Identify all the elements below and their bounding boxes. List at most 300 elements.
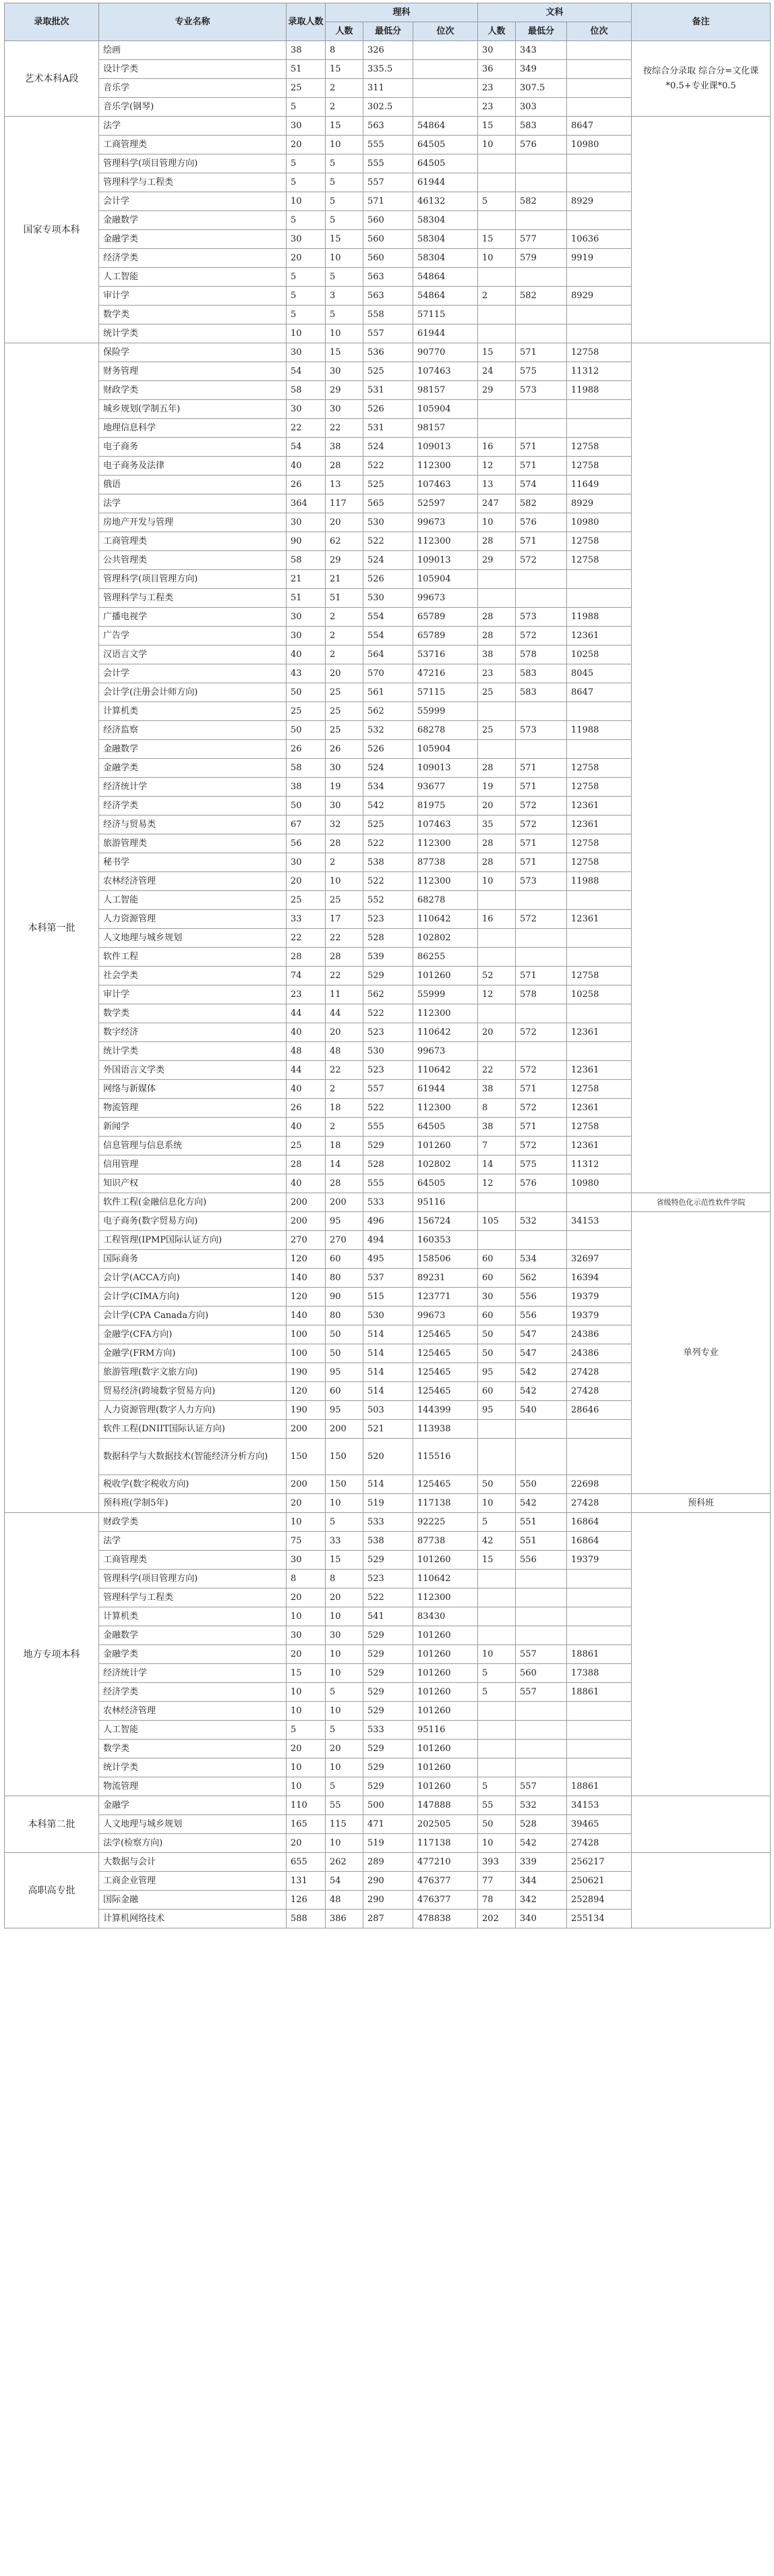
arts-rank xyxy=(567,1702,632,1721)
arts-count: 7 xyxy=(478,1137,516,1155)
science-count: 386 xyxy=(326,1910,363,1928)
header-batch: 录取批次 xyxy=(5,3,99,41)
admitted-count: 30 xyxy=(287,513,326,532)
arts-count: 60 xyxy=(478,1307,516,1325)
major-name: 工商企业管理 xyxy=(99,1872,287,1891)
arts-min-score: 572 xyxy=(516,1023,567,1042)
admitted-count: 140 xyxy=(287,1269,326,1288)
science-min-score: 554 xyxy=(363,627,413,646)
header-science-min: 最低分 xyxy=(363,22,413,41)
arts-count: 55 xyxy=(478,1796,516,1815)
science-min-score: 514 xyxy=(363,1363,413,1382)
science-rank: 112300 xyxy=(413,1099,478,1118)
admitted-count: 200 xyxy=(287,1475,326,1494)
admitted-count: 10 xyxy=(287,1777,326,1796)
arts-min-score: 557 xyxy=(516,1683,567,1702)
arts-rank: 12361 xyxy=(567,910,632,929)
science-min-score: 528 xyxy=(363,929,413,948)
arts-rank xyxy=(567,1607,632,1626)
science-rank: 55999 xyxy=(413,985,478,1004)
science-min-score: 557 xyxy=(363,1080,413,1099)
science-count: 5 xyxy=(326,268,363,287)
science-count: 80 xyxy=(326,1269,363,1288)
arts-rank xyxy=(567,60,632,79)
major-name: 金融学(CFA方向) xyxy=(99,1325,287,1344)
admitted-count: 25 xyxy=(287,702,326,721)
science-min-score: 514 xyxy=(363,1325,413,1344)
arts-min-score: 572 xyxy=(516,910,567,929)
science-rank: 110642 xyxy=(413,1570,478,1588)
science-rank: 99673 xyxy=(413,1042,478,1061)
arts-min-score: 576 xyxy=(516,136,567,154)
major-name: 统计学类 xyxy=(99,1042,287,1061)
admitted-count: 33 xyxy=(287,910,326,929)
major-name: 软件工程 xyxy=(99,948,287,967)
major-name: 管理科学(项目管理方向) xyxy=(99,1570,287,1588)
science-rank: 112300 xyxy=(413,1588,478,1607)
science-rank: 112300 xyxy=(413,532,478,551)
science-min-score: 531 xyxy=(363,419,413,438)
arts-rank xyxy=(567,1231,632,1250)
arts-count xyxy=(478,268,516,287)
science-rank: 478838 xyxy=(413,1910,478,1928)
major-name: 管理科学与工程类 xyxy=(99,173,287,192)
arts-count xyxy=(478,948,516,967)
science-count: 30 xyxy=(326,400,363,419)
science-min-score: 500 xyxy=(363,1796,413,1815)
arts-rank: 8647 xyxy=(567,117,632,136)
science-min-score: 529 xyxy=(363,1777,413,1796)
arts-min-score: 572 xyxy=(516,1099,567,1118)
table-row xyxy=(5,343,771,362)
science-count: 51 xyxy=(326,589,363,608)
major-name: 金融学类 xyxy=(99,759,287,778)
science-min-score: 560 xyxy=(363,230,413,249)
science-count: 2 xyxy=(326,1118,363,1137)
admitted-count: 20 xyxy=(287,1740,326,1758)
major-name: 财政学类 xyxy=(99,381,287,400)
science-rank: 144399 xyxy=(413,1401,478,1420)
arts-min-score: 343 xyxy=(516,41,567,60)
science-rank: 92225 xyxy=(413,1513,478,1532)
arts-rank: 12758 xyxy=(567,457,632,476)
major-name: 人文地理与城乡规划 xyxy=(99,929,287,948)
science-count: 5 xyxy=(326,306,363,324)
major-name: 城乡规划(学制五年) xyxy=(99,400,287,419)
arts-rank xyxy=(567,740,632,759)
science-count: 10 xyxy=(326,1758,363,1777)
admitted-count: 58 xyxy=(287,381,326,400)
arts-rank: 16864 xyxy=(567,1532,632,1551)
arts-min-score: 571 xyxy=(516,1118,567,1137)
arts-min-score: 562 xyxy=(516,1269,567,1288)
admitted-count: 20 xyxy=(287,136,326,154)
arts-count: 23 xyxy=(478,664,516,683)
science-count: 28 xyxy=(326,1174,363,1193)
science-min-score: 522 xyxy=(363,1004,413,1023)
arts-count: 52 xyxy=(478,967,516,985)
major-name: 信息管理与信息系统 xyxy=(99,1137,287,1155)
science-min-score: 311 xyxy=(363,79,413,98)
arts-rank: 12758 xyxy=(567,438,632,457)
science-min-score: 555 xyxy=(363,1118,413,1137)
admitted-count: 120 xyxy=(287,1250,326,1269)
arts-min-score: 349 xyxy=(516,60,567,79)
major-name: 国际金融 xyxy=(99,1891,287,1910)
admitted-count: 26 xyxy=(287,476,326,494)
admitted-count: 30 xyxy=(287,1551,326,1570)
science-rank: 101260 xyxy=(413,1626,478,1645)
admitted-count: 54 xyxy=(287,438,326,457)
admitted-count: 30 xyxy=(287,343,326,362)
science-count: 28 xyxy=(326,457,363,476)
arts-count xyxy=(478,324,516,343)
science-min-score: 530 xyxy=(363,589,413,608)
arts-count xyxy=(478,1420,516,1439)
arts-min-score: 579 xyxy=(516,249,567,268)
arts-min-score: 532 xyxy=(516,1212,567,1231)
science-count: 30 xyxy=(326,362,363,381)
major-name: 会计学 xyxy=(99,192,287,211)
major-name: 法学 xyxy=(99,1532,287,1551)
science-rank: 105904 xyxy=(413,400,478,419)
science-count: 5 xyxy=(326,211,363,230)
arts-count: 12 xyxy=(478,985,516,1004)
science-count: 48 xyxy=(326,1042,363,1061)
arts-count: 38 xyxy=(478,1118,516,1137)
science-rank: 102802 xyxy=(413,929,478,948)
arts-count: 35 xyxy=(478,815,516,834)
major-name: 汉语言文学 xyxy=(99,646,287,664)
arts-count xyxy=(478,1740,516,1758)
arts-rank: 9919 xyxy=(567,249,632,268)
arts-count xyxy=(478,173,516,192)
batch-name: 地方专项本科 xyxy=(5,1513,99,1796)
arts-count: 10 xyxy=(478,136,516,154)
admitted-count: 5 xyxy=(287,211,326,230)
science-rank: 54864 xyxy=(413,117,478,136)
science-count: 25 xyxy=(326,891,363,910)
arts-count: 38 xyxy=(478,646,516,664)
major-name: 人工智能 xyxy=(99,1721,287,1740)
arts-count: 29 xyxy=(478,381,516,400)
arts-rank: 8647 xyxy=(567,683,632,702)
admitted-count: 100 xyxy=(287,1325,326,1344)
arts-min-score xyxy=(516,1420,567,1439)
arts-rank: 10258 xyxy=(567,646,632,664)
admitted-count: 10 xyxy=(287,1607,326,1626)
major-name: 大数据与会计 xyxy=(99,1853,287,1872)
major-name: 软件工程(DNIIT国际认证方向) xyxy=(99,1420,287,1439)
arts-rank: 250621 xyxy=(567,1872,632,1891)
arts-rank xyxy=(567,1758,632,1777)
table-row xyxy=(5,117,771,136)
arts-rank: 12361 xyxy=(567,1137,632,1155)
arts-count: 5 xyxy=(478,1664,516,1683)
arts-min-score xyxy=(516,589,567,608)
admitted-count: 364 xyxy=(287,494,326,513)
admitted-count: 25 xyxy=(287,79,326,98)
science-count: 30 xyxy=(326,1626,363,1645)
table-row xyxy=(5,1494,771,1513)
science-rank: 117138 xyxy=(413,1494,478,1513)
admitted-count: 50 xyxy=(287,721,326,740)
arts-min-score xyxy=(516,306,567,324)
major-name: 秘书学 xyxy=(99,853,287,872)
science-rank: 54864 xyxy=(413,287,478,306)
science-min-score: 521 xyxy=(363,1420,413,1439)
arts-min-score xyxy=(516,1626,567,1645)
science-rank: 81975 xyxy=(413,797,478,815)
admitted-count: 58 xyxy=(287,551,326,570)
arts-min-score: 582 xyxy=(516,494,567,513)
science-rank: 64505 xyxy=(413,1118,478,1137)
arts-rank: 10980 xyxy=(567,1174,632,1193)
arts-rank: 39465 xyxy=(567,1815,632,1834)
science-count: 10 xyxy=(326,872,363,891)
science-rank: 65789 xyxy=(413,608,478,627)
science-rank: 160353 xyxy=(413,1231,478,1250)
science-count: 20 xyxy=(326,1588,363,1607)
arts-count: 20 xyxy=(478,797,516,815)
science-rank: 123771 xyxy=(413,1288,478,1307)
arts-rank: 34153 xyxy=(567,1796,632,1815)
science-rank: 86255 xyxy=(413,948,478,967)
arts-rank xyxy=(567,1420,632,1439)
science-count: 2 xyxy=(326,608,363,627)
admitted-count: 44 xyxy=(287,1061,326,1080)
major-name: 绘画 xyxy=(99,41,287,60)
science-count: 32 xyxy=(326,815,363,834)
arts-rank: 24386 xyxy=(567,1325,632,1344)
arts-min-score: 542 xyxy=(516,1382,567,1401)
science-min-score: 529 xyxy=(363,1645,413,1664)
arts-count: 22 xyxy=(478,1061,516,1080)
major-name: 电子商务及法律 xyxy=(99,457,287,476)
science-rank: 64505 xyxy=(413,154,478,173)
arts-rank xyxy=(567,589,632,608)
science-rank: 58304 xyxy=(413,230,478,249)
arts-rank: 17388 xyxy=(567,1664,632,1683)
arts-min-score: 572 xyxy=(516,797,567,815)
arts-rank: 18861 xyxy=(567,1777,632,1796)
major-name: 软件工程(金融信息化方向) xyxy=(99,1193,287,1212)
arts-min-score: 542 xyxy=(516,1834,567,1853)
admitted-count: 25 xyxy=(287,891,326,910)
science-rank: 57115 xyxy=(413,683,478,702)
major-name: 物流管理 xyxy=(99,1099,287,1118)
science-count: 33 xyxy=(326,1532,363,1551)
science-rank xyxy=(413,60,478,79)
major-name: 社会学类 xyxy=(99,967,287,985)
arts-rank: 11988 xyxy=(567,608,632,627)
arts-min-score: 547 xyxy=(516,1344,567,1363)
science-min-score: 530 xyxy=(363,1042,413,1061)
science-count: 10 xyxy=(326,136,363,154)
science-rank: 105904 xyxy=(413,740,478,759)
arts-count xyxy=(478,1439,516,1475)
arts-count: 13 xyxy=(478,476,516,494)
arts-min-score: 556 xyxy=(516,1551,567,1570)
arts-rank xyxy=(567,419,632,438)
arts-count: 36 xyxy=(478,60,516,79)
major-name: 管理科学与工程类 xyxy=(99,1588,287,1607)
arts-count: 15 xyxy=(478,117,516,136)
major-name: 物流管理 xyxy=(99,1777,287,1796)
science-min-score: 514 xyxy=(363,1382,413,1401)
science-rank: 125465 xyxy=(413,1344,478,1363)
arts-min-score: 571 xyxy=(516,759,567,778)
science-count: 18 xyxy=(326,1137,363,1155)
arts-count: 29 xyxy=(478,551,516,570)
science-count: 5 xyxy=(326,1513,363,1532)
admitted-count: 10 xyxy=(287,324,326,343)
admitted-count: 20 xyxy=(287,1834,326,1853)
arts-count xyxy=(478,702,516,721)
science-min-score: 542 xyxy=(363,797,413,815)
arts-rank: 8045 xyxy=(567,664,632,683)
science-min-score: 503 xyxy=(363,1401,413,1420)
arts-min-score: 542 xyxy=(516,1363,567,1382)
arts-min-score xyxy=(516,419,567,438)
arts-min-score: 578 xyxy=(516,985,567,1004)
arts-min-score xyxy=(516,1702,567,1721)
arts-rank: 11988 xyxy=(567,721,632,740)
science-min-score: 526 xyxy=(363,740,413,759)
science-min-score: 529 xyxy=(363,1137,413,1155)
arts-min-score: 551 xyxy=(516,1532,567,1551)
science-min-score: 525 xyxy=(363,362,413,381)
science-rank: 101260 xyxy=(413,1683,478,1702)
science-count: 50 xyxy=(326,1325,363,1344)
arts-rank: 12361 xyxy=(567,797,632,815)
science-count: 10 xyxy=(326,1702,363,1721)
arts-rank: 19379 xyxy=(567,1288,632,1307)
arts-count: 78 xyxy=(478,1891,516,1910)
major-name: 金融学类 xyxy=(99,230,287,249)
arts-count: 50 xyxy=(478,1475,516,1494)
science-rank: 109013 xyxy=(413,551,478,570)
arts-rank: 8929 xyxy=(567,287,632,306)
science-rank: 112300 xyxy=(413,1004,478,1023)
science-min-score: 555 xyxy=(363,136,413,154)
admitted-count: 5 xyxy=(287,287,326,306)
science-count: 25 xyxy=(326,683,363,702)
arts-count: 60 xyxy=(478,1269,516,1288)
batch-name: 艺术本科A段 xyxy=(5,41,99,117)
admitted-count: 30 xyxy=(287,230,326,249)
arts-min-score: 572 xyxy=(516,551,567,570)
arts-rank: 32697 xyxy=(567,1250,632,1269)
science-min-score: 558 xyxy=(363,306,413,324)
science-min-score: 522 xyxy=(363,532,413,551)
science-rank: 95116 xyxy=(413,1721,478,1740)
science-rank: 112300 xyxy=(413,872,478,891)
arts-count: 12 xyxy=(478,1174,516,1193)
science-count: 62 xyxy=(326,532,363,551)
note-software-college: 省级特色化示范性软件学院 xyxy=(632,1193,771,1212)
arts-min-score xyxy=(516,268,567,287)
major-name: 经济监察 xyxy=(99,721,287,740)
arts-rank xyxy=(567,268,632,287)
science-min-score: 522 xyxy=(363,872,413,891)
science-rank: 61944 xyxy=(413,1080,478,1099)
arts-count: 10 xyxy=(478,249,516,268)
major-name: 会计学(ACCA方向) xyxy=(99,1269,287,1288)
arts-rank: 11312 xyxy=(567,362,632,381)
major-name: 设计学类 xyxy=(99,60,287,79)
major-name: 数学类 xyxy=(99,1004,287,1023)
arts-rank: 12758 xyxy=(567,853,632,872)
science-count: 22 xyxy=(326,967,363,985)
arts-rank: 27428 xyxy=(567,1834,632,1853)
science-min-score: 538 xyxy=(363,853,413,872)
arts-min-score: 556 xyxy=(516,1288,567,1307)
admitted-count: 26 xyxy=(287,1099,326,1118)
arts-count xyxy=(478,891,516,910)
science-min-score: 562 xyxy=(363,702,413,721)
admitted-count: 40 xyxy=(287,1023,326,1042)
arts-rank: 11649 xyxy=(567,476,632,494)
arts-count: 25 xyxy=(478,683,516,702)
arts-rank xyxy=(567,1721,632,1740)
science-rank: 64505 xyxy=(413,136,478,154)
arts-min-score: 340 xyxy=(516,1910,567,1928)
arts-rank: 19379 xyxy=(567,1307,632,1325)
arts-min-score: 540 xyxy=(516,1401,567,1420)
science-min-score: 560 xyxy=(363,249,413,268)
arts-min-score: 571 xyxy=(516,778,567,797)
arts-count: 16 xyxy=(478,910,516,929)
arts-rank: 28646 xyxy=(567,1401,632,1420)
arts-count xyxy=(478,929,516,948)
header-notes: 备注 xyxy=(632,3,771,41)
arts-min-score: 571 xyxy=(516,834,567,853)
admitted-count: 28 xyxy=(287,948,326,967)
arts-min-score: 344 xyxy=(516,1872,567,1891)
admitted-count: 5 xyxy=(287,306,326,324)
science-rank: 110642 xyxy=(413,910,478,929)
arts-min-score: 573 xyxy=(516,872,567,891)
science-count: 10 xyxy=(326,1494,363,1513)
arts-rank: 18861 xyxy=(567,1645,632,1664)
major-name: 经济学类 xyxy=(99,249,287,268)
major-name: 预科班(学制5年) xyxy=(99,1494,287,1513)
science-min-score: 555 xyxy=(363,154,413,173)
major-name: 法学 xyxy=(99,494,287,513)
admitted-count: 30 xyxy=(287,608,326,627)
science-count: 15 xyxy=(326,117,363,136)
header-arts: 文科 xyxy=(478,3,632,22)
arts-min-score xyxy=(516,740,567,759)
major-name: 人文地理与城乡规划 xyxy=(99,1815,287,1834)
arts-count xyxy=(478,740,516,759)
arts-min-score: 571 xyxy=(516,457,567,476)
admitted-count: 40 xyxy=(287,1118,326,1137)
admitted-count: 8 xyxy=(287,1570,326,1588)
science-rank: 109013 xyxy=(413,438,478,457)
science-min-score: 525 xyxy=(363,476,413,494)
science-rank: 476377 xyxy=(413,1872,478,1891)
admitted-count: 100 xyxy=(287,1344,326,1363)
major-name: 经济学类 xyxy=(99,1683,287,1702)
science-min-score: 523 xyxy=(363,1570,413,1588)
arts-min-score: 571 xyxy=(516,967,567,985)
science-min-score: 529 xyxy=(363,1702,413,1721)
arts-min-score xyxy=(516,702,567,721)
science-count: 10 xyxy=(326,1834,363,1853)
note-prep-class: 预科班 xyxy=(632,1494,771,1513)
